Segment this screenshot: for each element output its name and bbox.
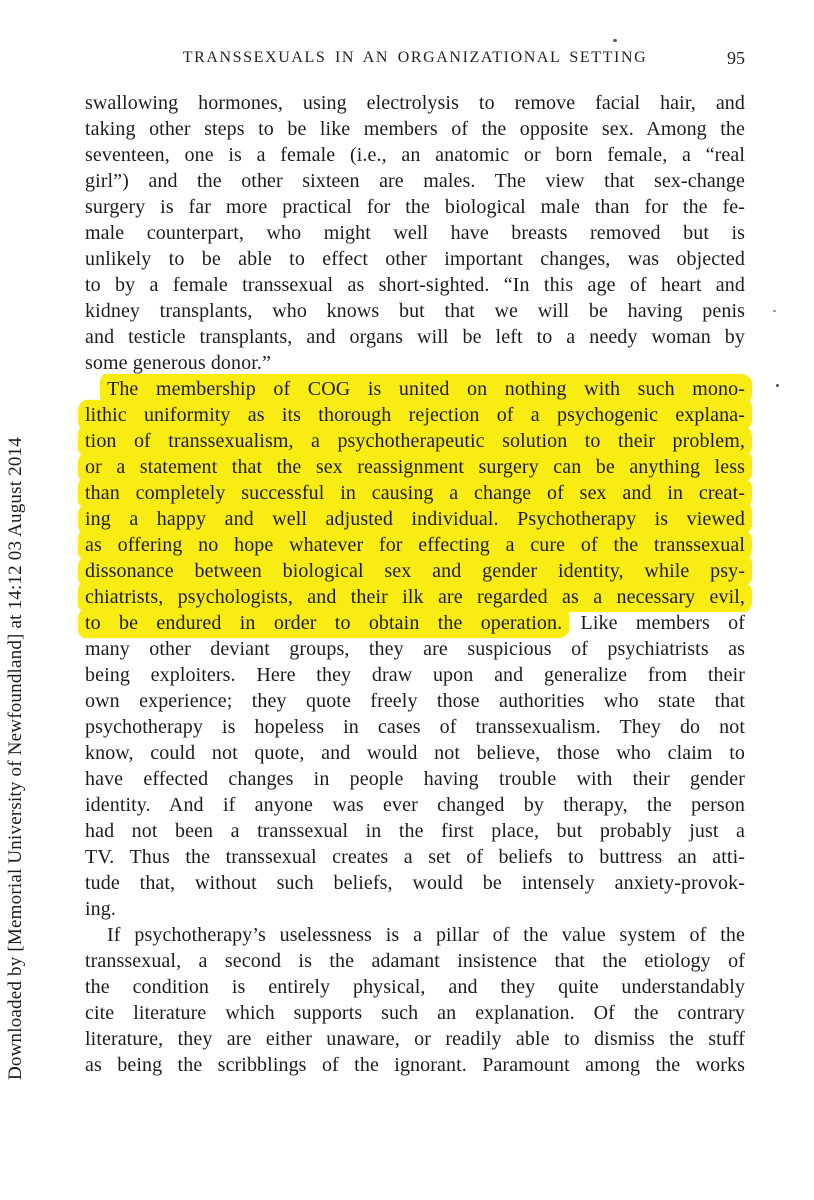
- plain-text: being exploiters. Here they draw upon and generalize from their: [85, 664, 745, 686]
- plain-text: had not been a transsexual in the first place, but probably just a: [85, 820, 745, 842]
- text-line: [85, 714, 745, 740]
- text-line: [85, 532, 745, 558]
- text-line: [85, 636, 745, 662]
- text-line: [85, 90, 745, 116]
- text-line: [85, 272, 745, 298]
- text-line: [85, 948, 745, 974]
- body-text: [85, 90, 745, 1078]
- text-line: [85, 558, 745, 584]
- plain-text: transsexual, a second is the adamant insistence that the etiology of: [85, 950, 745, 972]
- download-watermark: Downloaded by [Memorial University of Newfoundland] at 14:12 03 August 2014: [5, 437, 26, 1080]
- plain-text: surgery is far more practical for the biological male than for the fe-: [85, 196, 745, 218]
- text-line: [85, 766, 745, 792]
- text-line: [85, 1052, 745, 1078]
- text-line: [85, 662, 745, 688]
- plain-text: to by a female transsexual as short-sighted. “In this age of heart and: [85, 274, 745, 296]
- text-line: [85, 116, 745, 142]
- text-line: [85, 480, 745, 506]
- plain-text: unlikely to be able to effect other important changes, was objected: [85, 248, 745, 270]
- plain-text: swallowing hormones, using electrolysis to remove facial hair, and: [85, 92, 745, 114]
- text-line: [85, 506, 745, 532]
- page-number: 95: [727, 48, 745, 68]
- text-line: [85, 792, 745, 818]
- plain-text: ing.: [85, 898, 116, 920]
- text-line: [85, 298, 745, 324]
- running-header-title: TRANSSEXUALS IN AN ORGANIZATIONAL SETTING: [182, 49, 648, 66]
- text-line: [85, 818, 745, 844]
- scan-speck: [613, 39, 617, 42]
- plain-text: the condition is entirely physical, and they quite understandably: [85, 976, 745, 998]
- highlighted-text: ing a happy and well adjusted individual. Psychotherapy is viewed: [78, 504, 752, 534]
- highlighted-text: to be endured in order to obtain the operation.: [78, 608, 569, 638]
- plain-text: some generous donor.”: [85, 352, 271, 374]
- plain-text: identity. And if anyone was ever changed by therapy, the person: [85, 794, 745, 816]
- text-line: [85, 376, 745, 402]
- plain-text: girl”) and the other sixteen are males. The view that sex-change: [85, 170, 745, 192]
- text-line: [85, 740, 745, 766]
- plain-text: have effected changes in people having trouble with their gender: [85, 768, 745, 790]
- scan-speck: [776, 384, 779, 387]
- highlighted-text: dissonance between biological sex and gender identity, while psy-: [78, 556, 752, 586]
- plain-text: know, could not quote, and would not believe, those who claim to: [85, 742, 745, 764]
- text-line: [85, 688, 745, 714]
- highlighted-text: lithic uniformity as its thorough rejection of a psychogenic explana-: [78, 400, 752, 430]
- text-line: [85, 168, 745, 194]
- text-line: [85, 1000, 745, 1026]
- highlighted-text: as offering no hope whatever for effecting a cure of the transsexual: [78, 530, 752, 560]
- plain-text: tude that, without such beliefs, would be intensely anxiety-provok-: [85, 872, 745, 894]
- text-line: [85, 142, 745, 168]
- plain-text: as being the scribblings of the ignorant. Paramount among the works: [85, 1054, 745, 1076]
- highlighted-text: chiatrists, psychologists, and their ilk are regarded as a necessary evil,: [78, 582, 752, 612]
- plain-text: psychotherapy is hopeless in cases of transsexualism. They do not: [85, 716, 745, 738]
- text-line: [85, 870, 745, 896]
- highlighted-text: The membership of COG is united on nothing with such mono-: [100, 374, 752, 404]
- plain-text: male counterpart, who might well have breasts removed but is: [85, 222, 745, 244]
- plain-text: TV. Thus the transsexual creates a set of beliefs to buttress an atti-: [85, 846, 745, 868]
- text-line: [85, 246, 745, 272]
- plain-text: seventeen, one is a female (i.e., an anatomic or born female, a “real: [85, 144, 745, 166]
- plain-text: taking other steps to be like members of the opposite sex. Among the: [85, 118, 745, 140]
- plain-text: Like members of: [562, 612, 745, 634]
- text-line: [85, 324, 745, 350]
- text-line: [85, 194, 745, 220]
- text-line: [85, 1026, 745, 1052]
- plain-text: and testicle transplants, and organs will be left to a needy woman by: [85, 326, 745, 348]
- highlighted-text: or a statement that the sex reassignment surgery can be anything less: [78, 452, 752, 482]
- text-line: [85, 844, 745, 870]
- plain-text: If psychotherapy’s uselessness is a pillar of the value system of the: [107, 924, 745, 946]
- running-header: [85, 49, 745, 71]
- highlighted-text: than completely successful in causing a change of sex and in creat-: [78, 478, 752, 508]
- text-line: [85, 974, 745, 1000]
- text-line: [85, 220, 745, 246]
- plain-text: literature, they are either unaware, or readily able to dismiss the stuff: [85, 1028, 745, 1050]
- text-line: [85, 428, 745, 454]
- plain-text: many other deviant groups, they are suspicious of psychiatrists as: [85, 638, 745, 660]
- plain-text: kidney transplants, who knows but that we will be having penis: [85, 300, 745, 322]
- text-line: [85, 350, 745, 376]
- text-line: [85, 402, 745, 428]
- text-line: [85, 896, 745, 922]
- text-line: [85, 922, 745, 948]
- plain-text: cite literature which supports such an explanation. Of the contrary: [85, 1002, 745, 1024]
- text-line: [85, 584, 745, 610]
- highlighted-text: tion of transsexualism, a psychotherapeutic solution to their problem,: [78, 426, 752, 456]
- plain-text: own experience; they quote freely those authorities who state that: [85, 690, 745, 712]
- scan-speck: [773, 310, 776, 312]
- text-line: [85, 454, 745, 480]
- text-line: [85, 610, 745, 636]
